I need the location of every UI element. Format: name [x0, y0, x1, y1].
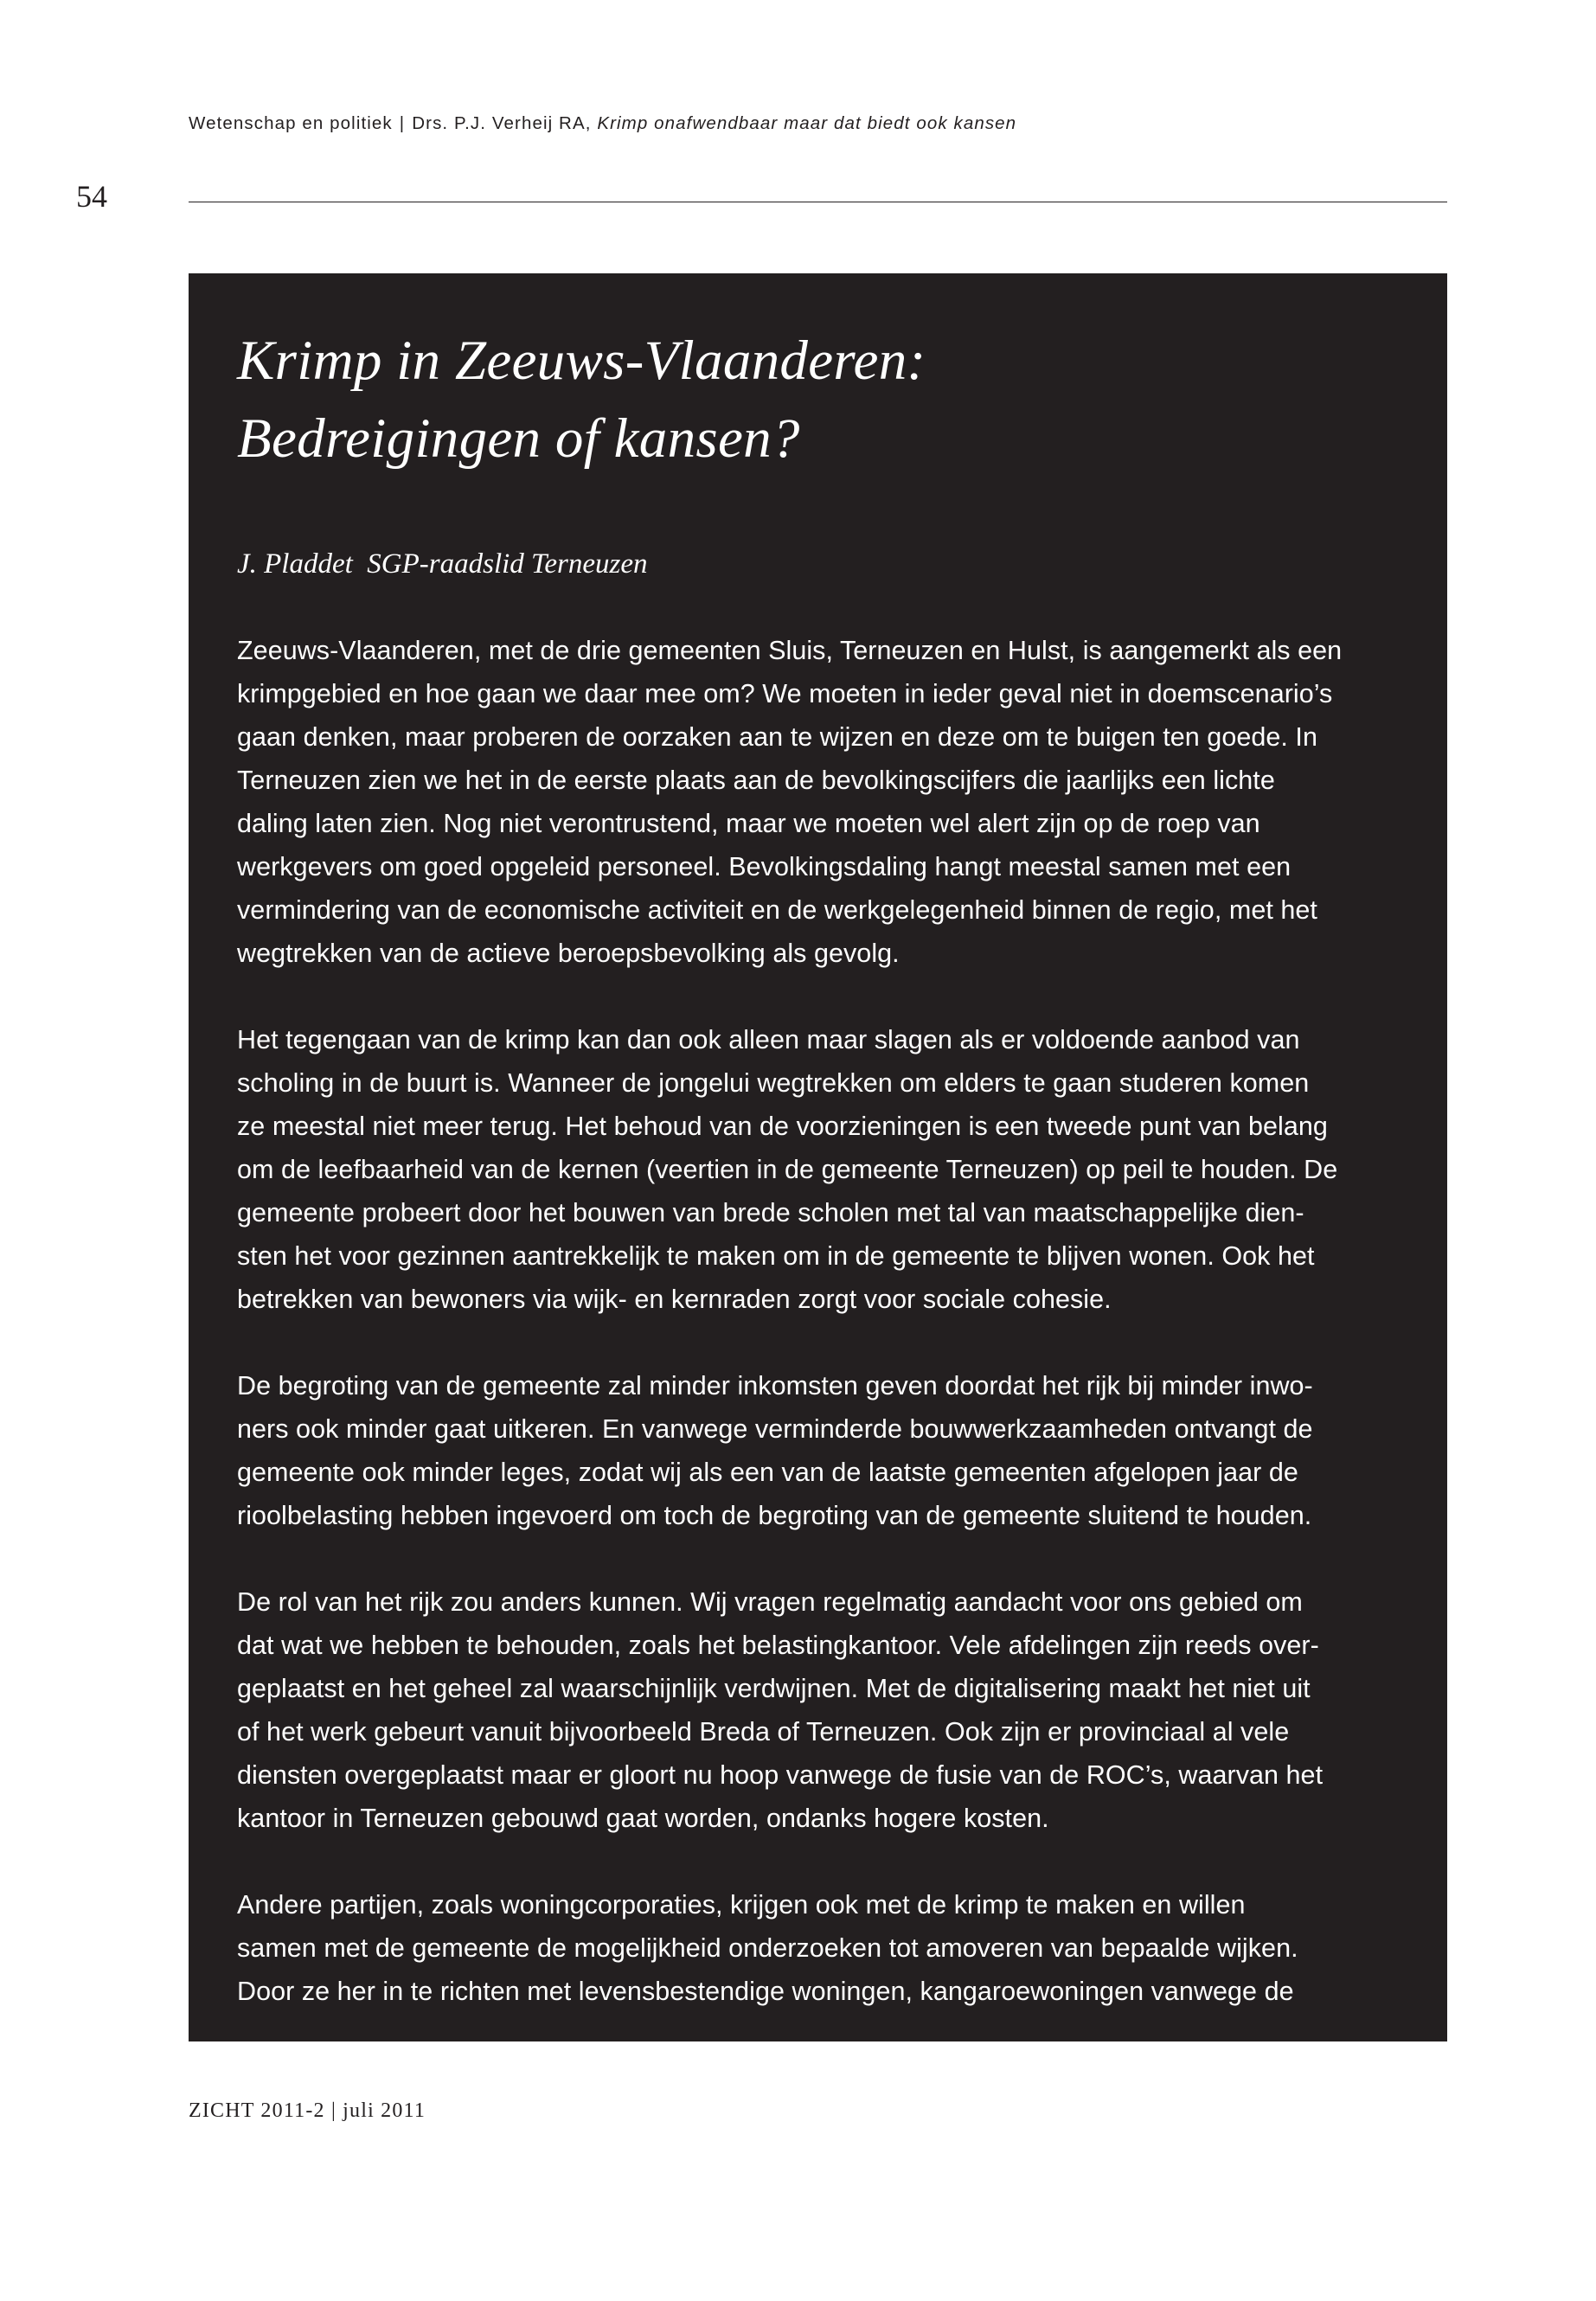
- byline: J. Pladdet SGP-raadslid Terneuzen: [237, 548, 648, 580]
- text-line: gemeente probeert door het bouwen van brede scholen met tal van maatschappelijke dien-: [237, 1198, 1304, 1227]
- text-line: diensten overgeplaatst maar er gloort nu hoop vanwege de fusie van de ROC’s, waarvan het: [237, 1760, 1324, 1790]
- paragraph: [237, 1364, 1399, 1537]
- text-line: daling laten zien. Nog niet verontrustend, maar we moeten wel alert zijn op de roep van: [237, 809, 1260, 838]
- box-title-line: Krimp in Zeeuws-Vlaanderen:: [237, 330, 926, 392]
- paragraph: [237, 629, 1399, 975]
- text-line: betrekken van bewoners via wijk- en kernraden zorgt voor sociale cohesie.: [237, 1285, 1112, 1314]
- text-line: samen met de gemeente de mogelijkheid onderzoeken tot amoveren van bepaalde wijken.: [237, 1933, 1298, 1963]
- text-line: om de leefbaarheid van de kernen (veertien in de gemeente Terneuzen) op peil te houden. De: [237, 1155, 1338, 1184]
- text-line: ners ook minder gaat uitkeren. En vanwege verminderde bouwwerkzaamheden ontvangt de: [237, 1414, 1313, 1444]
- text-line: werkgevers om goed opgeleid personeel. Bevolkingsdaling hangt meestal samen met een: [237, 852, 1292, 881]
- header-section: Wetenschap en politiek: [189, 113, 393, 133]
- text-line: dat wat we hebben te behouden, zoals het belastingkantoor. Vele afdelingen zijn reeds over-: [237, 1631, 1319, 1660]
- paragraph: [237, 1580, 1399, 1840]
- header-article-title: Krimp onafwendbaar maar dat biedt ook kansen: [597, 113, 1017, 133]
- footer-separator: |: [330, 2099, 337, 2122]
- footer-publication: ZICHT 2011-2: [189, 2099, 325, 2122]
- text-line: Zeeuws-Vlaanderen, met de drie gemeenten Sluis, Terneuzen en Hulst, is aangemerkt als een: [237, 636, 1343, 665]
- text-line: Door ze her in te richten met levensbestendige woningen, kangaroewoningen vanwege de: [237, 1977, 1294, 2006]
- text-line: Het tegengaan van de krimp kan dan ook alleen maar slagen als er voldoende aanbod van: [237, 1025, 1300, 1054]
- text-line: vermindering van de economische activiteit en de werkgelegenheid binnen de regio, met het: [237, 895, 1317, 925]
- box-title: [237, 322, 1399, 478]
- footer-date: juli 2011: [343, 2099, 426, 2122]
- text-line: sten het voor gezinnen aantrekkelijk te maken om in de gemeente te blijven wonen. Ook het: [237, 1241, 1315, 1271]
- header-separator: |: [399, 113, 406, 133]
- text-line: De begroting van de gemeente zal minder inkomsten geven doordat het rijk bij minder inwo-: [237, 1371, 1313, 1400]
- text-line: wegtrekken van de actieve beroepsbevolking als gevolg.: [237, 939, 900, 968]
- text-line: krimpgebied en hoe gaan we daar mee om? We moeten in ieder geval niet in doemscenario’s: [237, 679, 1333, 708]
- text-line: scholing in de buurt is. Wanneer de jongelui wegtrekken om elders te gaan studeren komen: [237, 1068, 1310, 1098]
- text-line: geplaatst en het geheel zal waarschijnlijk verdwijnen. Met de digitalisering maakt het niet uit: [237, 1674, 1311, 1703]
- page-number: 54: [76, 179, 107, 214]
- text-line: ze meestal niet meer terug. Het behoud van de voorzieningen is een tweede punt van belang: [237, 1112, 1328, 1141]
- box-title-line: Bedreigingen of kansen?: [237, 407, 800, 470]
- text-line: Andere partijen, zoals woningcorporaties, krijgen ook met de krimp te maken en willen: [237, 1890, 1246, 1920]
- text-line: of het werk gebeurt vanuit bijvoorbeeld Breda of Terneuzen. Ook zijn er provinciaal al vele: [237, 1717, 1290, 1747]
- page-footer: [189, 2099, 426, 2123]
- text-line: Terneuzen zien we het in de eerste plaats aan de bevolkingscijfers die jaarlijks een lichte: [237, 766, 1275, 795]
- text-line: De rol van het rijk zou anders kunnen. Wij vragen regelmatig aandacht voor ons gebied om: [237, 1587, 1303, 1617]
- text-line: rioolbelasting hebben ingevoerd om toch de begroting van de gemeente sluitend te houden.: [237, 1501, 1312, 1530]
- text-line: gemeente ook minder leges, zodat wij als een van de laatste gemeenten afgelopen jaar de: [237, 1458, 1298, 1487]
- article-box: [189, 273, 1447, 2041]
- paragraph: [237, 1018, 1399, 1321]
- paragraph: [237, 1883, 1399, 2013]
- header-author: Drs. P.J. Verheij RA,: [412, 113, 592, 133]
- running-header: [189, 113, 1016, 134]
- text-line: gaan denken, maar proberen de oorzaken aan te wijzen en deze om te buigen ten goede. In: [237, 722, 1317, 752]
- text-line: kantoor in Terneuzen gebouwd gaat worden, ondanks hogere kosten.: [237, 1804, 1049, 1833]
